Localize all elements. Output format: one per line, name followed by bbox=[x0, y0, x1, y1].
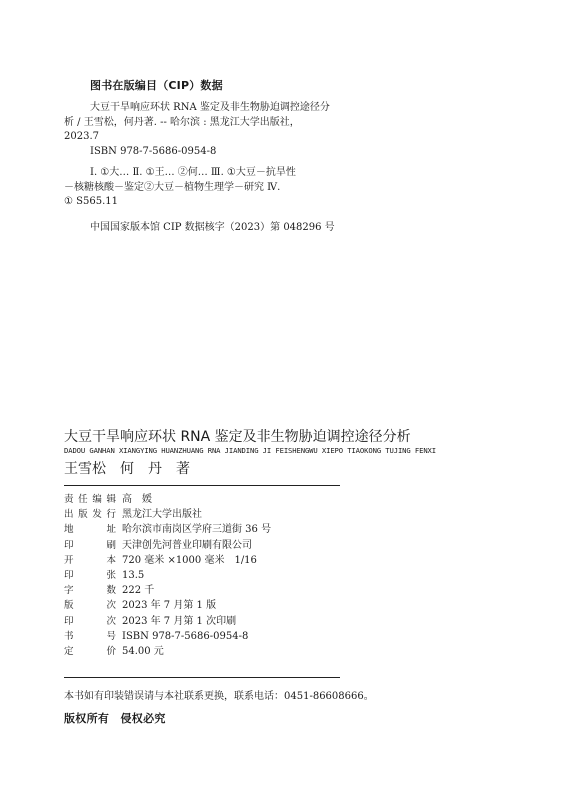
imprint-label: 地 址 bbox=[64, 524, 116, 536]
book-title: 大豆干旱响应环状 RNA 鉴定及非生物胁迫调控途径分析 bbox=[64, 429, 411, 445]
imprint-value: 13.5 bbox=[122, 569, 145, 581]
imprint-value: 高 媛 bbox=[122, 494, 152, 505]
book-authors: 王雪松 何 丹 著 bbox=[64, 461, 190, 477]
imprint-row bbox=[64, 538, 271, 553]
imprint-value: 222 千 bbox=[122, 585, 155, 597]
imprint-value: 54.00 元 bbox=[122, 645, 164, 657]
imprint-value: ISBN 978-7-5686-0954-8 bbox=[122, 630, 249, 642]
imprint-label: 责 任 编 辑 bbox=[64, 494, 116, 505]
imprint-row bbox=[64, 522, 271, 537]
imprint-label: 印 次 bbox=[64, 615, 116, 627]
imprint-value: 720 毫米 ×1000 毫米 1/16 bbox=[122, 554, 257, 566]
cip-classification-line: Ⅰ. ①大… Ⅱ. ①王… ②何… Ⅲ. ①大豆－抗旱性 bbox=[90, 167, 296, 178]
divider-bottom bbox=[64, 677, 340, 678]
imprint-label: 印 刷 bbox=[64, 539, 116, 551]
divider-top bbox=[64, 485, 340, 486]
imprint-row bbox=[64, 629, 271, 644]
cip-record-line: 大豆干旱响应环状 RNA 鉴定及非生物胁迫调控途径分 bbox=[90, 102, 330, 113]
cip-record-line: 2023.7 bbox=[64, 131, 99, 142]
cip-header: 图书在版编目（CIP）数据 bbox=[90, 79, 223, 92]
imprint-value: 2023 年 7 月第 1 版 bbox=[122, 600, 217, 612]
cip-record-line: 析 / 王雪松，何丹著. -- 哈尔滨 : 黑龙江大学出版社， bbox=[64, 116, 300, 128]
cip-classification-line: －核糖核酸－鉴定②大豆－植物生理学－研究 Ⅳ. bbox=[64, 181, 281, 193]
cip-data-number: 中国国家版本馆 CIP 数据核字（2023）第 048296 号 bbox=[90, 222, 335, 233]
cip-classification bbox=[64, 166, 364, 210]
imprint-label: 字 数 bbox=[64, 585, 116, 597]
imprint-table bbox=[64, 492, 271, 659]
imprint-value: 黑龙江大学出版社 bbox=[122, 509, 202, 521]
cip-classification-line: ① S565.11 bbox=[64, 196, 118, 207]
imprint-label: 出 版 发 行 bbox=[64, 509, 116, 521]
copyright-notice: 版权所有 侵权必究 bbox=[64, 712, 166, 725]
imprint-value: 2023 年 7 月第 1 次印刷 bbox=[122, 615, 237, 627]
imprint-row bbox=[64, 614, 271, 629]
imprint-row bbox=[64, 598, 271, 613]
imprint-row bbox=[64, 507, 271, 522]
imprint-label: 开 本 bbox=[64, 554, 116, 566]
imprint-label: 书 号 bbox=[64, 630, 116, 642]
imprint-value: 哈尔滨市南岗区学府三道街 36 号 bbox=[122, 524, 272, 536]
book-title-pinyin: DADOU GANHAN XIANGYING HUANZHUANG RNA JIANDING JI FEISHENGWU XIEPO TIAOKONG TUJING FENXI bbox=[64, 446, 436, 455]
imprint-row bbox=[64, 568, 271, 583]
imprint-label: 印 张 bbox=[64, 569, 116, 581]
imprint-label: 版 次 bbox=[64, 600, 116, 612]
cip-record bbox=[64, 101, 364, 159]
imprint-row bbox=[64, 553, 271, 568]
misprint-notice: 本书如有印装错误请与本社联系更换，联系电话：0451-86608666。 bbox=[64, 691, 374, 702]
cip-record-isbn: ISBN 978-7-5686-0954-8 bbox=[90, 145, 217, 157]
imprint-value: 天津创先河普业印刷有限公司 bbox=[122, 539, 252, 551]
imprint-row bbox=[64, 583, 271, 598]
imprint-label: 定 价 bbox=[64, 645, 116, 657]
imprint-row bbox=[64, 644, 271, 659]
imprint-row bbox=[64, 492, 271, 507]
